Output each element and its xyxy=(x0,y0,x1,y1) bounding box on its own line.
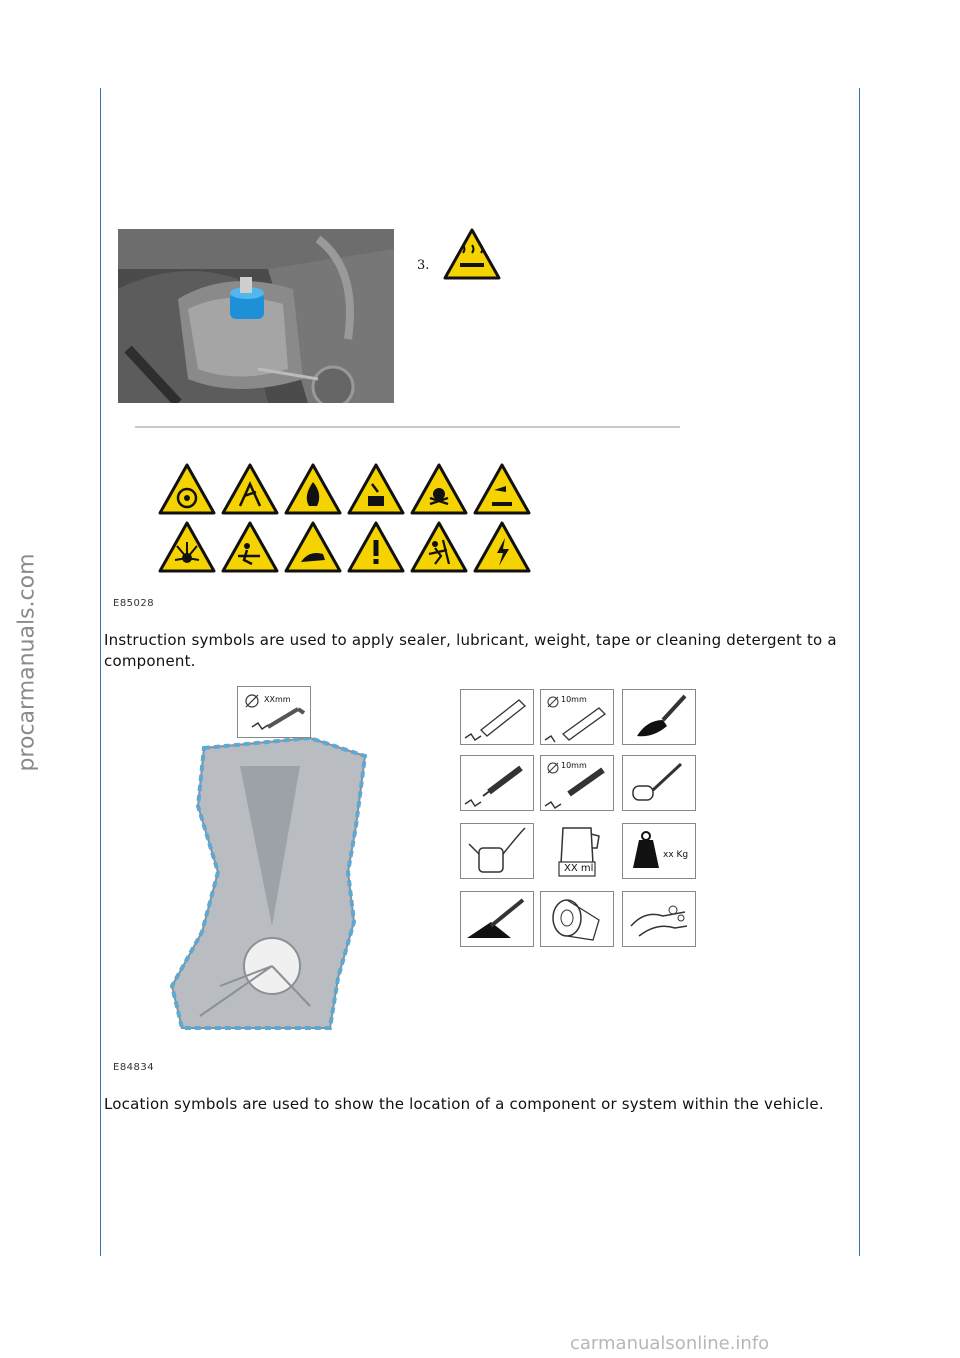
brush-symbol xyxy=(622,689,696,745)
spatula-symbol xyxy=(460,891,534,947)
side-watermark: procarmanuals.com xyxy=(14,553,40,772)
corrosive-icon xyxy=(472,462,532,516)
general-warning-icon xyxy=(346,520,406,574)
figure-code: E85028 xyxy=(113,598,155,609)
weight-symbol xyxy=(622,823,696,879)
bead-diameter-callout xyxy=(237,686,311,738)
roller-symbol xyxy=(622,755,696,811)
weight-label: xx Kg xyxy=(663,850,689,860)
hand-injury-icon xyxy=(283,520,343,574)
acid-icon xyxy=(346,462,406,516)
diameter-label-b: 10mm xyxy=(561,761,587,770)
sealer-tube-symbol xyxy=(460,689,534,745)
cleaning-detergent-symbol xyxy=(622,891,696,947)
step-number: 3. xyxy=(417,258,430,273)
measuring-jug-symbol xyxy=(540,823,614,879)
callout-label: XXmm xyxy=(264,695,291,704)
lubricant-gun-symbol xyxy=(460,755,534,811)
section-divider xyxy=(135,426,680,428)
rotating-parts-icon xyxy=(157,462,217,516)
engine-bay-photo xyxy=(118,229,394,403)
oil-can-symbol xyxy=(460,823,534,879)
flammable-icon xyxy=(283,462,343,516)
toxic-icon xyxy=(409,462,469,516)
crush-icon xyxy=(220,520,280,574)
paragraph-instruction-symbols: Instruction symbols are used to apply sealer, lubricant, weight, tape or cleaning detergent to a component. xyxy=(104,631,837,670)
corrosive-plant-icon xyxy=(220,462,280,516)
right-margin-rule xyxy=(859,88,860,1256)
left-margin-rule xyxy=(100,88,101,1256)
lubricant-diameter-symbol xyxy=(540,755,614,811)
electrical-icon xyxy=(472,520,532,574)
paragraph-location-symbols: Location symbols are used to show the location of a component or system within the vehicle. xyxy=(104,1095,824,1113)
sealer-tube-diameter-symbol xyxy=(540,689,614,745)
bottom-watermark: carmanualsonline.info xyxy=(570,1333,770,1354)
explosive-icon xyxy=(157,520,217,574)
hot-surface-icon xyxy=(442,227,502,281)
volume-label: XX ml xyxy=(564,863,594,874)
tape-roll-symbol xyxy=(540,891,614,947)
figure-code: E84834 xyxy=(113,1062,155,1073)
fall-icon xyxy=(409,520,469,574)
diameter-label-a: 10mm xyxy=(561,695,587,704)
